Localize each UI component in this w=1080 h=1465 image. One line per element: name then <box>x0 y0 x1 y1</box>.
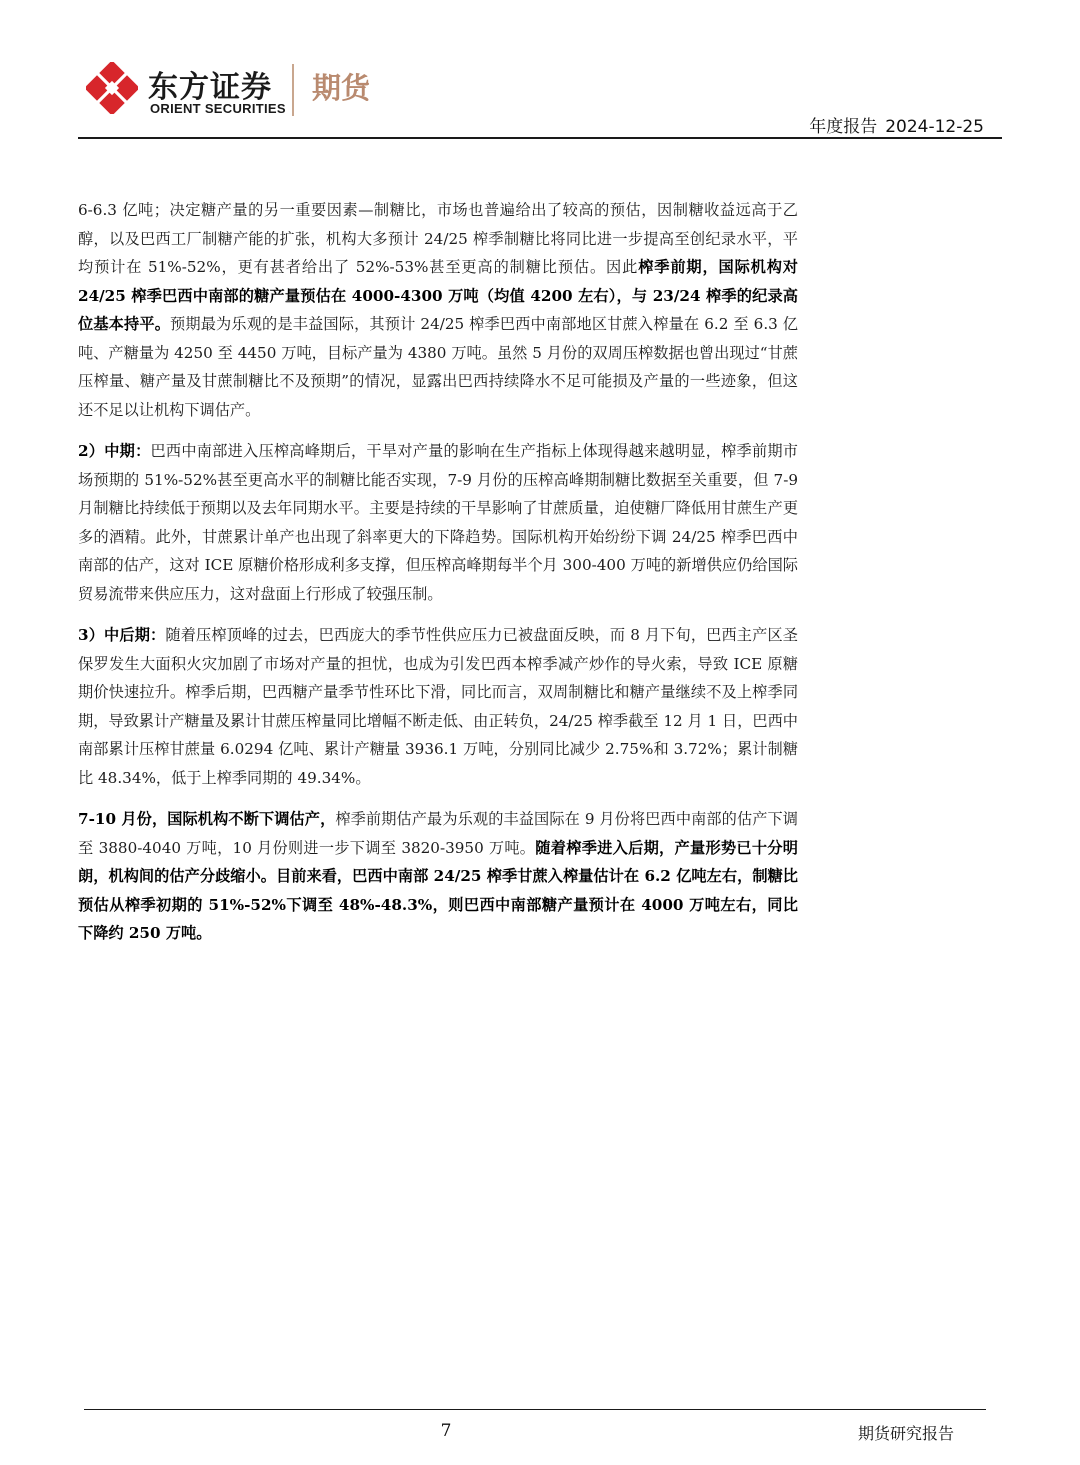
paragraph-estimate-revisions <box>78 805 798 948</box>
text-run: 巴西中南部进入压榨高峰期后，干旱对产量的影响在生产指标上体现得越来越明显，榨季前期市场预期的 51%-52%甚至更高水平的制糖比能否实现，7-9 月份的压榨高峰期制糖比数据至关重要，但 7-9 月制糖比持续低于预期以及去年同期水平。主要是持续的干旱影响了甘蔗质量，迫使糖厂降低用甘蔗生产更多的酒精。此外，甘蔗累计单产也出现了斜率更大的下降趋势。国际机构开始纷纷下调 24/25 榨季巴西中南部的估产，这对 ICE 原糖价格形成利多支撑，但压榨高峰期每半个月 300-400 万吨的新增供应仍给国际贸易流带来供应压力，这对盘面上行形成了较强压制。 <box>78 442 798 603</box>
text-run: 随着压榨顶峰的过去，巴西庞大的季节性供应压力已被盘面反映，而 8 月下旬，巴西主产区圣保罗发生大面积火灾加剧了市场对产量的担忧，也成为引发巴西本榨季减产炒作的导火索，导致 ICE 原糖期价快速拉升。榨季后期，巴西糖产量季节性环比下滑，同比而言，双周制糖比和糖产量继续不及上榨季同期，导致累计产糖量及累计甘蔗压榨量同比增幅不断走低、由正转负，24/25 榨季截至 12 月 1 日，巴西中南部累计压榨甘蔗量 6.0294 亿吨、累计产糖量 3936.1 万吨，分别同比减少 2.75%和 3.72%；累计制糖比 48.34%，低于上榨季同期的 49.34%。 <box>78 626 798 787</box>
division-label: 期货 <box>312 71 371 105</box>
brand-divider <box>292 64 294 116</box>
report-date: 2024-12-25 <box>885 117 984 137</box>
orient-securities-logo-icon <box>86 62 138 114</box>
report-body <box>78 196 798 961</box>
page-header <box>0 0 1080 140</box>
bold-text-run: 榨季前期，国际机构对 24/25 榨季巴西中南部的糖产量预估在 4000-4300 万吨（均值 4200 左右），与 23/24 榨季的纪录高位基本持平。 <box>78 258 798 333</box>
text-run: 预期最为乐观的是丰益国际，其预计 24/25 榨季巴西中南部地区甘蔗入榨量在 6.2 至 6.3 亿吨、产糖量为 4250 至 4450 万吨，目标产量为 4380 万吨。虽然 5 月份的双周压榨数据也曾出现过“甘蔗压榨量、糖产量及甘蔗制糖比不及预期”的情况，显露出巴西持续降水不足可能损及产量的一些迹象，但这还不足以让机构下调估产。 <box>78 315 798 419</box>
report-info <box>809 112 984 137</box>
paragraph-late-season <box>78 621 798 792</box>
footer-label: 期货研究报告 <box>857 1424 954 1443</box>
text-run: 6-6.3 亿吨；决定糖产量的另一重要因素—制糖比，市场也普遍给出了较高的预估，因制糖收益远高于乙醇，以及巴西工厂制糖产能的扩张，机构大多预计 24/25 榨季制糖比将同比进一步提高至创纪录水平，平均预计在 51%-52%，更有甚者给出了 52%-53%甚至更高的制糖比预估。因此 <box>78 201 798 276</box>
bold-text-run: 随着榨季进入后期，产量形势已十分明朗，机构间的估产分歧缩小。目前来看，巴西中南部 24/25 榨季甘蔗入榨量估计在 6.2 亿吨左右，制糖比预估从榨季初期的 51%-52%下调至 48%-48.3%，则巴西中南部糖产量预计在 4000 万吨左右，同比下降约 250 万吨。 <box>78 838 798 942</box>
header-divider <box>78 137 1002 139</box>
paragraph-early-season <box>78 196 798 424</box>
bold-text-run: 7-10 月份，国际机构不断下调估产， <box>78 810 336 828</box>
brand-name-cn: 东方证券 <box>148 70 272 105</box>
text-run: 榨季前期估产最为乐观的丰益国际在 9 月份将巴西中南部的估产下调至 3880-4040 万吨，10 月份则进一步下调至 3820-3950 万吨。 <box>78 810 798 857</box>
page-number: 7 <box>440 1421 452 1441</box>
paragraph-mid-season <box>78 437 798 608</box>
brand-name-en: ORIENT SECURITIES <box>150 101 286 116</box>
report-type: 年度报告 <box>809 117 878 137</box>
bold-text-run: 2）中期： <box>78 442 151 460</box>
footer-divider <box>84 1409 986 1410</box>
bold-text-run: 3）中后期： <box>78 626 166 644</box>
